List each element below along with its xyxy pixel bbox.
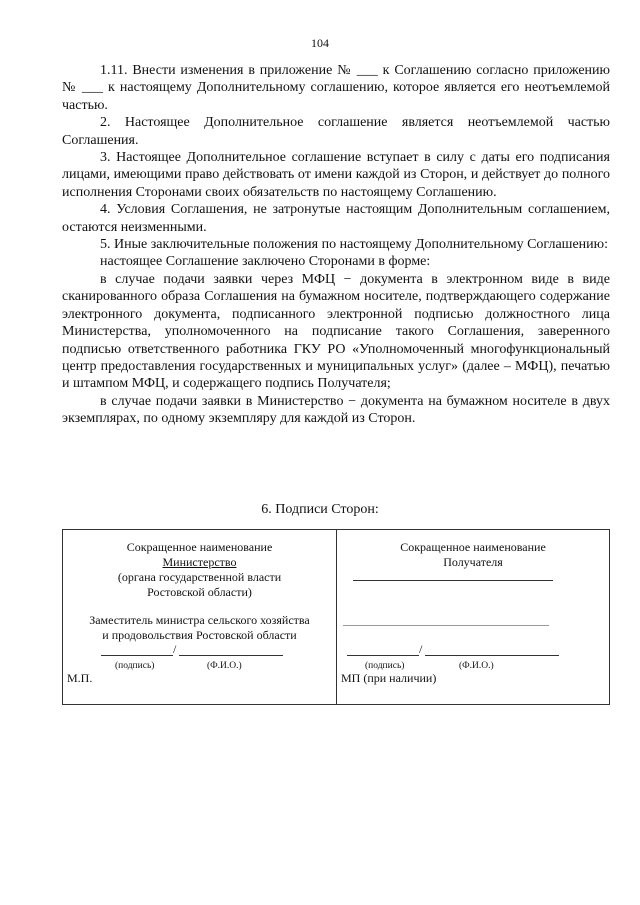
- paragraph-form: настоящее Соглашение заключено Сторонами в форме:: [100, 254, 431, 270]
- recipient-signature-line: [347, 655, 419, 656]
- ministry-stamp: М.П.: [67, 671, 93, 685]
- section-title: 6. Подписи Сторон:: [261, 502, 379, 517]
- recipient-fio-label: (Ф.И.О.): [459, 661, 494, 671]
- ministry-note-region: Ростовской области): [147, 585, 252, 599]
- paragraph-5: 5. Иные заключительные положения по настоящему Дополнительному Соглашению:: [100, 237, 608, 253]
- recipient-slash: /: [419, 642, 423, 656]
- recipient-heading: Сокращенное наименование: [400, 540, 546, 554]
- paragraph-1-11: 1.11. Внести изменения в приложение № ___ к Соглашению согласно приложению № ___ к настоящему Дополнительному соглашению, которое является его неотъемлемой частью.: [62, 63, 610, 113]
- ministry-signature-line: [101, 655, 173, 656]
- recipient-stamp: МП (при наличии): [341, 671, 437, 685]
- paragraph-4: 4. Условия Соглашения, не затронутые настоящим Дополнительным соглашением, остаются неизменными.: [62, 202, 610, 235]
- ministry-name: Министерство: [162, 555, 237, 569]
- recipient-sign-label: (подпись): [365, 661, 405, 671]
- signatures-table: [62, 529, 610, 705]
- ministry-position-line2: и продовольствия Ростовской области: [102, 628, 297, 642]
- ministry-fio-label: (Ф.И.О.): [207, 661, 242, 671]
- ministry-sign-label: (подпись): [115, 661, 155, 671]
- paragraph-ministry: в случае подачи заявки в Министерство − документа на бумажном носителе в двух экземплярах, по одному экземпляру для каждой из Сторон.: [62, 393, 610, 427]
- recipient-fio-line: [425, 655, 559, 656]
- ministry-position: Заместитель министра сельского хозяйства: [89, 613, 310, 627]
- paragraph-mfc: в случае подачи заявки через МФЦ − документа в электронном виде в виде сканированного образа Соглашения на бумажном носителе, подтверждающего содержание электронного документа, подписанного электронной подписью должностного лица Министерства, уполномоченного на подписание такого Соглашения, заверенного подписью ответственного работника ГКУ РО «Уполномоченный многофункциональный центр предоставления государственных и муниципальных услуг» (далее – МФЦ), печатью и штампом МФЦ, и содержащего подпись Получателя;: [62, 271, 610, 392]
- page-number: 104: [311, 36, 329, 50]
- document-body: [62, 62, 610, 428]
- recipient-position-line: [343, 625, 549, 626]
- recipient-name: Получателя: [443, 555, 503, 569]
- ministry-name-line: [179, 655, 283, 656]
- recipient-name-line: [353, 580, 553, 581]
- paragraph-2: 2. Настоящее Дополнительное соглашение является неотъемлемой частью Соглашения.: [62, 115, 610, 148]
- ministry-note: (органа государственной власти: [117, 570, 282, 584]
- ministry-heading: Сокращенное наименование: [126, 540, 273, 554]
- ministry-slash: /: [173, 642, 177, 656]
- paragraph-3: 3. Настоящее Дополнительное соглашение вступает в силу с даты его подписания лицами, имеющими право действовать от имени каждой из Сторон, и действует до полного исполнения Сторонами своих обязательств по настоящему Соглашению.: [62, 150, 610, 200]
